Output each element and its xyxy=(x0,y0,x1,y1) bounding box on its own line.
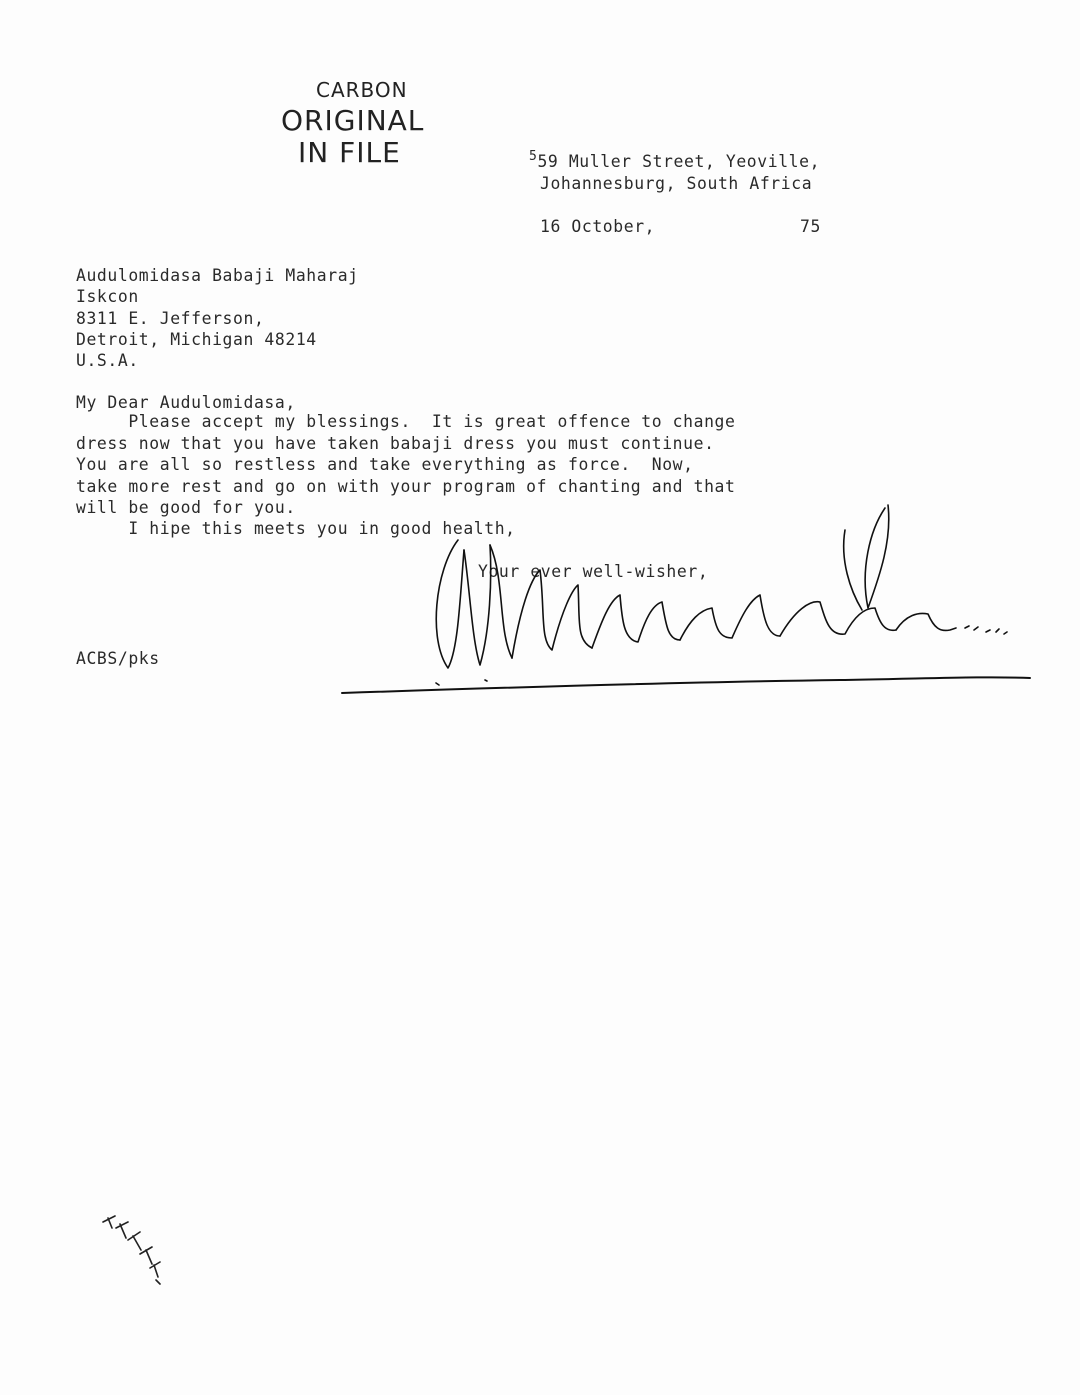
reference-initials: ACBS/pks xyxy=(76,649,160,668)
stamp-line-original: ORIGINAL xyxy=(281,104,425,137)
stamp-line-carbon: CARBON xyxy=(316,78,408,102)
sender-address-line-2: Johannesburg, South Africa xyxy=(540,174,813,193)
body-line-1: Please accept my blessings. It is great offence to change xyxy=(76,412,736,431)
letter-year: 75 xyxy=(800,217,821,236)
recipient-street: 8311 E. Jefferson, xyxy=(76,309,265,328)
stamp-line-in-file: IN FILE xyxy=(298,136,401,169)
body-line-4: take more rest and go on with your program of chanting and that xyxy=(76,477,736,496)
address-superscript: 5 xyxy=(529,149,538,164)
sender-address-line-1: $^5$59 Muller Street, Yeoville, xyxy=(529,149,821,171)
recipient-city: Detroit, Michigan 48214 xyxy=(76,330,317,349)
salutation: My Dear Audulomidasa, xyxy=(76,393,296,412)
body-line-6: I hipe this meets you in good health, xyxy=(76,519,516,538)
handwritten-file-mark xyxy=(98,1210,168,1290)
body-line-3: You are all so restless and take everything as force. Now, xyxy=(76,455,694,474)
closing-line: Your ever well-wisher, xyxy=(478,562,709,581)
letter-date: 16 October, xyxy=(540,217,656,236)
recipient-country: U.S.A. xyxy=(76,351,139,370)
body-line-2: dress now that you have taken babaji dress you must continue. xyxy=(76,434,715,453)
signature-strokes xyxy=(342,505,1030,693)
recipient-name: Audulomidasa Babaji Maharaj xyxy=(76,266,359,285)
body-line-5: will be good for you. xyxy=(76,498,296,517)
handwritten-signature xyxy=(340,490,1040,700)
recipient-org: Iskcon xyxy=(76,287,139,306)
